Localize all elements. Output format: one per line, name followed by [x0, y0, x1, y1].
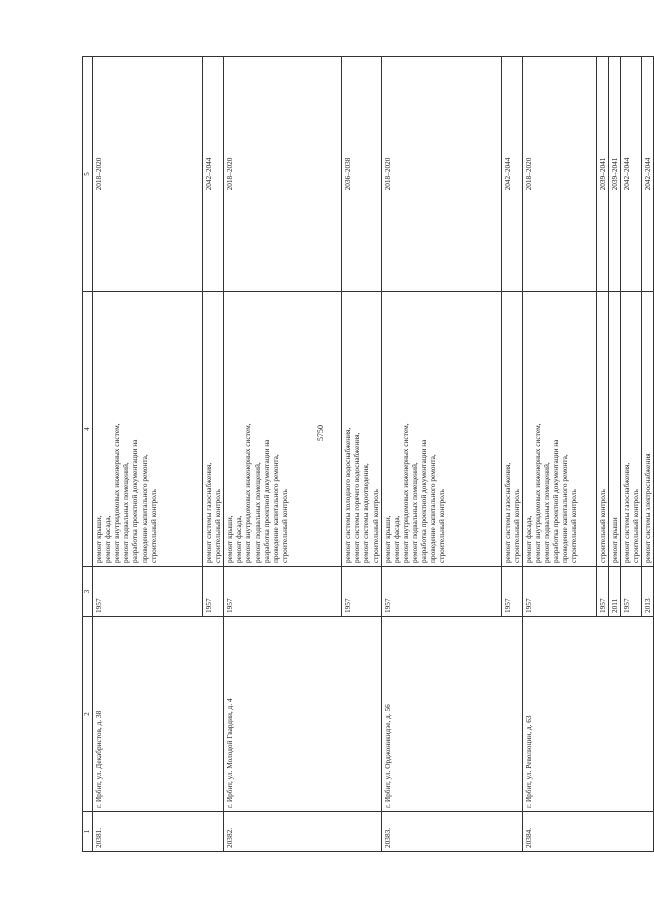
record-number: 20383.	[381, 812, 522, 852]
work-item: проведение капитального ремонта,	[560, 454, 570, 563]
work-item: ремонт крыши,	[94, 515, 103, 563]
work-item: ремонт внутридомовых инженерных систем,	[400, 423, 410, 563]
work-item: ремонт системы водоотведения,	[361, 463, 371, 563]
work-item: строительный контроль	[148, 489, 158, 563]
repair-period: 2042–2044	[642, 57, 654, 292]
table-row	[93, 57, 203, 852]
work-item: ремонт крыши,	[225, 515, 235, 563]
works-list	[596, 292, 608, 567]
build-year: 1957	[501, 567, 522, 617]
repair-period: 2018–2020	[93, 57, 203, 292]
repair-period: 2018–2020	[224, 57, 342, 292]
works-list	[224, 292, 342, 567]
work-item: ремонт системы газоснабжения,	[502, 462, 512, 563]
header-col-1: 1	[83, 812, 93, 852]
repair-period: 2039–2041	[608, 57, 620, 292]
repair-period: 2042–2044	[203, 57, 224, 292]
build-year: 1957	[596, 567, 608, 617]
build-year: 1957	[342, 567, 381, 617]
work-item: строительный контроль	[569, 489, 579, 563]
work-item: ремонт подвальных помещений,	[409, 462, 419, 563]
work-item: ремонт внутридомовых инженерных систем,	[532, 423, 542, 563]
page-number: 5750	[316, 425, 325, 441]
work-item: строительный контроль	[213, 489, 223, 563]
build-year: 2011	[608, 567, 620, 617]
record-address: г. Ирбит, ул. Молодой Гвардии, д. 4	[224, 617, 381, 812]
repair-period: 2042–2044	[621, 57, 642, 292]
work-item: ремонт системы холодного водоснабжения,	[343, 427, 353, 563]
record-address: г. Ирбит, ул. Революции, д. 63	[522, 617, 654, 812]
works-list	[608, 292, 620, 567]
work-item: строительный контроль	[370, 489, 380, 563]
repair-schedule-table	[82, 56, 654, 852]
work-item: ремонт системы горячего водоснабжения,	[352, 432, 362, 563]
work-item: проведение капитального ремонта,	[428, 454, 438, 563]
build-year: 1957	[522, 567, 596, 617]
build-year: 1957	[203, 567, 224, 617]
build-year: 1957	[224, 567, 342, 617]
work-item: проведение капитального ремонта,	[139, 454, 149, 563]
work-item: ремонт системы газоснабжения,	[204, 462, 213, 563]
work-item: ремонт фасада,	[103, 515, 113, 563]
work-item: ремонт внутридомовых инженерных систем,	[112, 423, 122, 563]
works-list	[342, 292, 381, 567]
work-item: строительный контроль	[597, 489, 607, 563]
table-body	[93, 57, 654, 852]
work-item: строительный контроль	[631, 489, 641, 563]
work-item: ремонт подвальных помещений,	[121, 462, 131, 563]
works-list	[522, 292, 596, 567]
header-col-5: 5	[83, 57, 93, 292]
table-row	[224, 57, 342, 852]
rotated-page	[82, 82, 653, 852]
work-item: ремонт подвальных помещений,	[542, 462, 552, 563]
work-item: ремонт фасада,	[391, 515, 401, 563]
record-number: 20384.	[522, 812, 654, 852]
header-col-4: 4	[83, 292, 93, 567]
build-year: 2013	[642, 567, 654, 617]
repair-period: 2039–2041	[596, 57, 608, 292]
repair-period: 2042–2044	[501, 57, 522, 292]
work-item: проведение капитального ремонта,	[270, 454, 280, 563]
work-item: строительный контроль	[279, 489, 289, 563]
table-row	[522, 57, 596, 852]
header-col-2: 2	[83, 617, 93, 812]
work-item: ремонт подвальных помещений,	[252, 462, 262, 563]
work-item: ремонт системы электроснабжения	[643, 453, 653, 563]
build-year: 1957	[621, 567, 642, 617]
repair-period: 2036–2038	[342, 57, 381, 292]
works-list	[381, 292, 501, 567]
work-item: ремонт внутридомовых инженерных систем,	[243, 423, 253, 563]
repair-period: 2018–2020	[522, 57, 596, 292]
build-year: 1957	[93, 567, 203, 617]
record-address: г. Ирбит, ул. Орджоникидзе, д. 56	[381, 617, 522, 812]
repair-period: 2018–2020	[381, 57, 501, 292]
works-list	[203, 292, 224, 567]
header-row	[83, 57, 93, 852]
work-item: разработка проектной документации на	[551, 439, 561, 563]
work-item: строительный контроль	[437, 489, 447, 563]
works-list	[621, 292, 642, 567]
table-row	[381, 57, 501, 852]
record-number: 20381.	[93, 812, 224, 852]
build-year: 1957	[381, 567, 501, 617]
record-address: г. Ирбит, ул. Декабристов, д. 38	[93, 617, 224, 812]
work-item: разработка проектной документации на	[419, 439, 429, 563]
work-item: разработка проектной документации на	[130, 439, 140, 563]
record-number: 20382.	[224, 812, 381, 852]
works-list	[642, 292, 654, 567]
works-list	[93, 292, 203, 567]
works-list	[501, 292, 522, 567]
work-item: ремонт крыши,	[382, 515, 392, 563]
work-item: ремонт крыши	[609, 517, 619, 563]
work-item: строительный контроль	[511, 489, 521, 563]
work-item: ремонт системы газоснабжения,	[622, 462, 632, 563]
header-col-3: 3	[83, 567, 93, 617]
work-item: ремонт фасада,	[234, 515, 244, 563]
work-item: разработка проектной документации на	[261, 439, 271, 563]
work-item: ремонт фасада,	[523, 515, 533, 563]
